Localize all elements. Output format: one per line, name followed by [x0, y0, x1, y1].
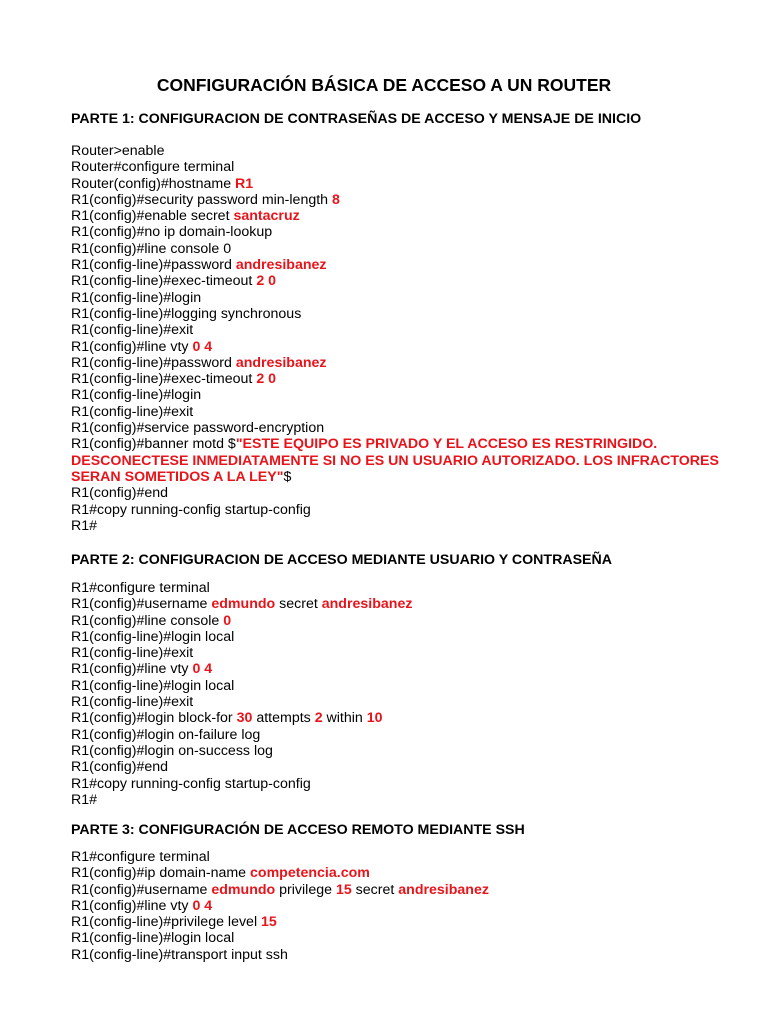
command-text: R1(config-line)#exit — [71, 322, 194, 339]
command-line — [71, 914, 731, 930]
command-text: R1(config-line)#login — [71, 289, 202, 306]
command-line — [71, 947, 731, 963]
command-line — [71, 143, 731, 159]
command-value: andresibanez — [235, 257, 327, 274]
command-line — [71, 502, 731, 518]
command-text: attempts — [252, 710, 315, 727]
command-line — [71, 678, 731, 694]
command-text: R1#configure terminal — [71, 849, 210, 865]
command-value: R1 — [235, 175, 254, 192]
command-text: R1(config-line)#login — [71, 387, 202, 404]
command-line — [71, 192, 731, 208]
command-line — [71, 865, 731, 881]
command-text: R1(config)#line console — [71, 612, 224, 629]
command-line — [71, 371, 731, 387]
command-line — [71, 176, 731, 192]
command-value: andresibanez — [321, 596, 413, 613]
command-line — [71, 629, 731, 645]
command-text: R1(config)#ip domain-name — [71, 865, 251, 882]
command-line — [71, 404, 731, 420]
command-value: edmundo — [211, 881, 276, 898]
command-value: 2 0 — [256, 273, 277, 290]
command-text: R1(config-line)#logging synchronous — [71, 305, 302, 322]
section-1-heading: PARTE 1: CONFIGURACION DE CONTRASEÑAS DE ACCESO Y MENSAJE DE INICIO — [71, 111, 642, 127]
command-text: R1(config-line)#transport input ssh — [71, 946, 288, 963]
command-text: R1(config)#line console 0 — [71, 240, 232, 257]
command-line — [71, 776, 731, 792]
command-value: 30 — [236, 710, 253, 727]
command-text: secret — [275, 596, 322, 613]
command-text: R1(config-line)#privilege level — [71, 914, 262, 931]
command-line — [71, 208, 731, 224]
command-line — [71, 661, 731, 677]
command-value: 8 — [332, 191, 340, 208]
command-line — [71, 436, 731, 485]
command-text: R1(config)#enable secret — [71, 208, 234, 225]
command-value: 0 4 — [192, 338, 213, 355]
command-line — [71, 387, 731, 403]
section-2-commands — [71, 580, 731, 808]
command-line — [71, 322, 731, 338]
command-line — [71, 710, 731, 726]
command-text: R1(config)#end — [71, 485, 169, 502]
command-text: R1(config)#end — [71, 759, 169, 776]
command-line — [71, 930, 731, 946]
command-text: R1(config)#login block-for — [71, 710, 237, 727]
command-line — [71, 290, 731, 306]
command-text: R1(config-line)#exec-timeout — [71, 371, 257, 388]
command-value: edmundo — [211, 596, 276, 613]
command-line — [71, 159, 731, 175]
command-value: 2 0 — [256, 371, 277, 388]
command-text: R1(config)#login on-success log — [71, 742, 273, 759]
command-text: privilege — [275, 881, 336, 898]
section-3-commands — [71, 849, 731, 963]
document-title: CONFIGURACIÓN BÁSICA DE ACCESO A UN ROUTER — [156, 75, 612, 95]
command-text: R1(config)#username — [71, 596, 212, 613]
command-line — [71, 306, 731, 322]
command-value: 0 4 — [192, 661, 213, 678]
command-line — [71, 613, 731, 629]
command-value: competencia.com — [250, 865, 370, 882]
command-value: "ESTE EQUIPO ES PRIVADO Y EL ACCESO ES RESTRINGIDO. DESCONECTESE INMEDIATAMENTE SI NO ES UN USUARIO AUTORIZADO. LOS INFRACTORES SERAN SOMETIDOS A LA LEY" — [71, 436, 719, 485]
command-line — [71, 759, 731, 775]
command-text: within — [322, 710, 367, 727]
command-line — [71, 694, 731, 710]
command-value: andresibanez — [235, 354, 327, 371]
command-line — [71, 339, 731, 355]
command-text: R1(config)#line vty — [71, 338, 193, 355]
command-text: R1(config)#no ip domain-lookup — [71, 224, 273, 241]
command-text: R1(config-line)#login local — [71, 677, 235, 694]
command-value: 10 — [366, 710, 383, 727]
command-value: 0 4 — [192, 897, 213, 914]
command-text: R1(config)#login on-failure log — [71, 726, 261, 743]
command-text: R1(config-line)#password — [71, 354, 236, 371]
command-text: R1#copy running-config startup-config — [71, 775, 311, 792]
command-value: andresibanez — [398, 881, 489, 898]
command-value: 2 — [314, 710, 323, 727]
command-text: R1(config-line)#exit — [71, 694, 194, 711]
command-line — [71, 257, 731, 273]
command-value: 0 — [223, 612, 232, 629]
command-text: R1#copy running-config startup-config — [71, 501, 311, 518]
command-text: R1(config)#service password-encryption — [71, 420, 325, 437]
command-text: R1# — [71, 791, 98, 808]
command-line — [71, 727, 731, 743]
command-value: santacruz — [233, 208, 300, 225]
command-text: R1(config)#line vty — [71, 661, 193, 678]
command-line — [71, 882, 731, 898]
command-line — [71, 518, 731, 534]
command-text: R1# — [71, 517, 98, 534]
command-line — [71, 596, 731, 612]
command-text: R1#configure terminal — [71, 580, 210, 596]
command-text: R1(config-line)#login local — [71, 628, 235, 645]
command-text: R1(config)#username — [71, 881, 212, 898]
command-value: 15 — [335, 881, 352, 898]
command-line — [71, 898, 731, 914]
command-value: 15 — [261, 914, 277, 931]
command-text: R1(config-line)#password — [71, 257, 236, 274]
command-line — [71, 420, 731, 436]
command-text: R1(config-line)#exit — [71, 403, 194, 420]
command-line — [71, 645, 731, 661]
command-line — [71, 355, 731, 371]
section-1-commands — [71, 143, 731, 534]
command-text: R1(config-line)#exit — [71, 645, 194, 662]
command-line — [71, 580, 731, 596]
command-text: Router#configure terminal — [71, 159, 235, 176]
command-text: Router>enable — [71, 143, 165, 159]
command-line — [71, 241, 731, 257]
command-text: $ — [283, 468, 292, 485]
command-line — [71, 224, 731, 240]
section-3-heading: PARTE 3: CONFIGURACIÓN DE ACCESO REMOTO MEDIANTE SSH — [71, 822, 525, 838]
section-2-heading: PARTE 2: CONFIGURACION DE ACCESO MEDIANTE USUARIO Y CONTRASEÑA — [71, 552, 613, 568]
command-text: secret — [351, 881, 399, 898]
command-line — [71, 743, 731, 759]
command-text: R1(config)#line vty — [71, 897, 193, 914]
command-text: Router(config)#hostname — [71, 175, 236, 192]
command-text: R1(config-line)#exec-timeout — [71, 273, 257, 290]
command-text: R1(config)#security password min-length — [71, 191, 333, 208]
command-line — [71, 485, 731, 501]
command-line — [71, 792, 731, 808]
command-text: R1(config)#banner motd $ — [71, 436, 236, 453]
command-line — [71, 273, 731, 289]
command-text: R1(config-line)#login local — [71, 930, 235, 947]
command-line — [71, 849, 731, 865]
